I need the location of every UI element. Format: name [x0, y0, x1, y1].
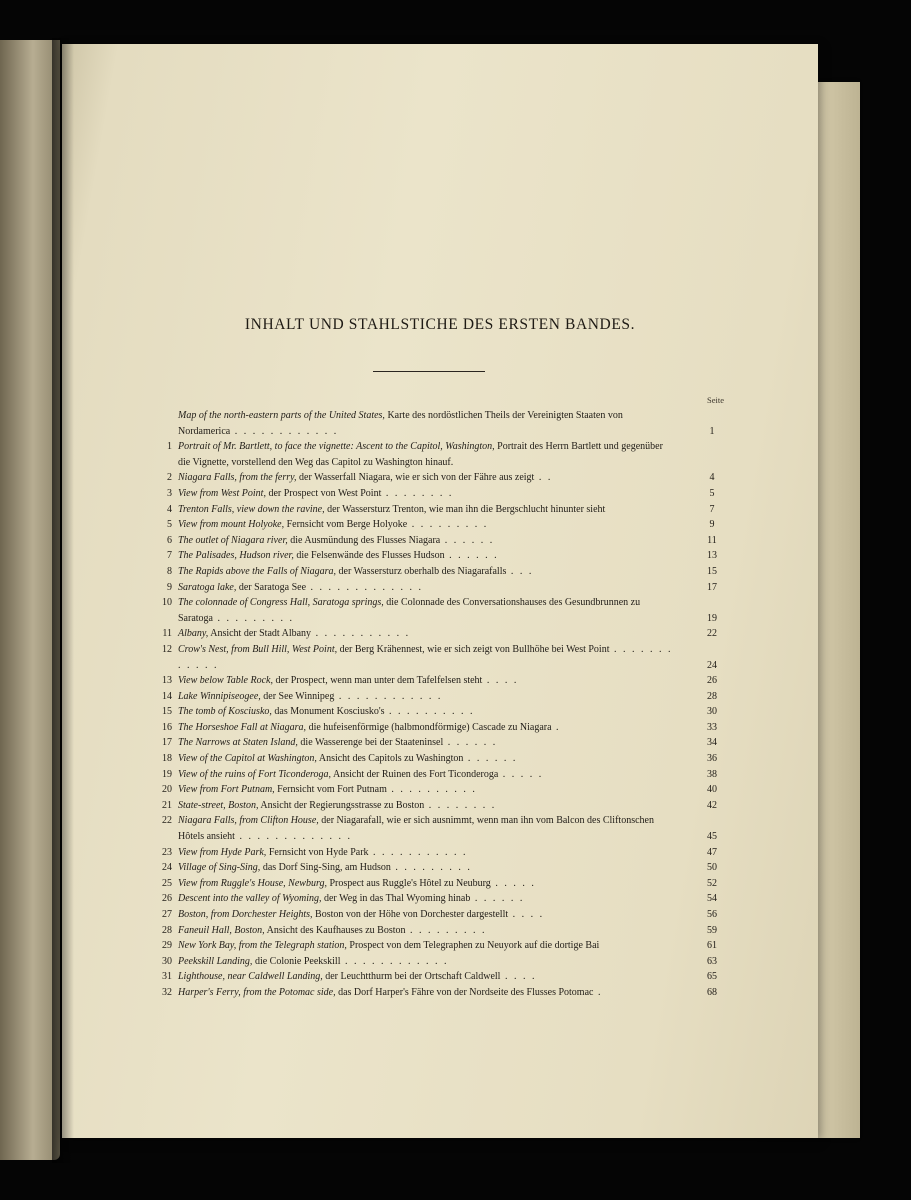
entry-leader-dots: .	[593, 986, 603, 998]
entry-title: The Narrows at Staten Island,	[178, 737, 298, 749]
toc-entry	[152, 439, 714, 470]
entry-number: 17	[162, 737, 172, 749]
entry-leader-dots: . . . . . . . . . . . .	[334, 690, 443, 702]
entry-description: der Wassersturz Trenton, wie man ihn die Bergschlucht hinunter sieht	[324, 503, 606, 515]
toc-entry	[152, 642, 717, 673]
toc-entry	[152, 907, 717, 923]
toc-entry	[152, 486, 714, 502]
entry-text	[178, 845, 714, 861]
entry-page-number: 1	[709, 425, 715, 437]
entry-page-number: 52	[707, 877, 717, 889]
entry-description: Fernsicht vom Fort Putnam	[274, 784, 387, 796]
entry-text	[178, 767, 714, 783]
toc-rows	[152, 394, 717, 1001]
entry-title: Niagara Falls, from Clifton House,	[178, 815, 319, 827]
entry-text	[178, 486, 714, 502]
entry-text	[178, 735, 714, 751]
entry-text	[178, 470, 714, 486]
entry-title: Village of Sing-Sing,	[178, 862, 261, 874]
entry-title: Albany,	[178, 628, 209, 640]
entry-text	[178, 751, 714, 767]
entry-leader-dots: .	[551, 721, 561, 733]
toc-entry	[152, 813, 717, 844]
entry-description: Fernsicht von Hyde Park	[266, 846, 369, 858]
entry-text	[178, 891, 714, 907]
entry-text	[178, 517, 714, 533]
toc-entry	[152, 673, 717, 689]
entry-text	[178, 907, 714, 923]
entry-description: der Wasserfall Niagara, wie er sich von der Fähre aus zeigt	[296, 472, 535, 484]
entry-page-number: 50	[707, 862, 717, 874]
entry-number: 8	[167, 565, 172, 577]
entry-leader-dots: . .	[534, 472, 553, 484]
entry-description: Ansicht der Stadt Albany	[208, 628, 312, 640]
entry-text	[178, 704, 714, 720]
entry-text	[178, 782, 714, 798]
toc-entry	[152, 626, 717, 642]
entry-description: der Weg in das Thal Wyoming hinab	[321, 893, 471, 905]
toc-entry	[152, 595, 717, 626]
entry-description: Portrait des Herrn Bartlett und gegenüber die Vignette, vorstellend den Weg das Capitol zu Washington hinauf.	[178, 441, 663, 468]
entry-description: die Colonnade des Conversationshauses des Gesundbrunnen zu Saratoga	[178, 597, 641, 624]
entry-title: View of the ruins of Fort Ticonderoga,	[178, 768, 332, 780]
toc-entry	[152, 891, 717, 907]
entry-page-number: 47	[707, 846, 717, 858]
entry-number: 10	[162, 597, 172, 609]
entry-description: der Niagarafall, wie er sich ausnimmt, wenn man ihn vom Balcon des Cliftonschen Hôtels ansieht	[178, 815, 654, 843]
entry-page-number: 13	[707, 550, 717, 562]
entry-title: Faneuil Hall, Boston,	[178, 924, 265, 936]
entry-title: Crow's Nest, from Bull Hill, West Point,	[178, 643, 338, 655]
entry-leader-dots: . . . . . . . . . . . . .	[234, 831, 352, 843]
entry-leader-dots: . . . . . . . .	[381, 487, 454, 499]
entry-page-number: 38	[707, 768, 717, 780]
entry-page-number: 26	[707, 675, 717, 687]
entry-title: Peekskill Landing,	[178, 955, 253, 967]
toc-entry	[152, 470, 714, 486]
entry-description: das Dorf Sing-Sing, am Hudson	[260, 862, 391, 874]
toc-entry	[152, 954, 717, 970]
entry-title: View from Ruggle's House, Newburg,	[178, 877, 327, 889]
entry-description: Prospect von dem Telegraphen zu Neuyork auf die dortige Bai	[346, 940, 600, 952]
toc-entry	[152, 767, 717, 783]
entry-text	[178, 923, 714, 939]
entry-page-number: 34	[707, 737, 717, 749]
entry-number: 2	[167, 472, 172, 484]
entry-leader-dots: . . . . . . . . .	[407, 519, 489, 531]
entry-text	[178, 626, 714, 642]
toc-entry	[152, 969, 717, 985]
entry-number: 22	[162, 815, 172, 827]
spine-shadow	[52, 38, 74, 1163]
entry-description: das Dorf Harper's Fähre von der Nordseite des Flusses Potomac	[335, 986, 594, 998]
toc-entry	[152, 533, 717, 549]
entry-number: 31	[162, 971, 172, 983]
entry-number: 20	[162, 784, 172, 796]
entry-leader-dots: . . . . .	[490, 877, 536, 889]
entry-description: Boston von der Höhe von Dorchester dargestellt	[312, 909, 509, 920]
entry-leader-dots: . . . . . . . . . . . .	[230, 425, 339, 437]
entry-description: Prospect aus Ruggle's Hôtel zu Neuburg	[326, 877, 491, 889]
entry-leader-dots: . . . . . . . .	[424, 799, 497, 811]
entry-number: 32	[162, 986, 172, 998]
entry-description: der Prospect, wenn man unter dem Tafelfelsen steht	[273, 675, 483, 687]
entry-title: Harper's Ferry, from the Potomac side,	[178, 986, 336, 998]
entry-leader-dots: . . . .	[482, 675, 519, 687]
entry-description: die Ausmündung des Flusses Niagara	[287, 534, 441, 546]
entry-page-number: 11	[707, 534, 717, 546]
toc-entry	[152, 798, 717, 814]
toc-entry	[152, 751, 717, 767]
entry-description: der Prospect von West Point	[265, 487, 382, 499]
entry-page-number: 17	[707, 581, 717, 593]
entry-description: der See Winnipeg	[260, 690, 335, 702]
entry-page-number: 22	[707, 628, 717, 640]
entry-page-number: 68	[707, 986, 717, 998]
table-of-contents	[152, 394, 724, 1001]
entry-page-number: 33	[707, 721, 717, 733]
toc-entry	[152, 923, 717, 939]
entry-leader-dots: . . . . . . . . . .	[386, 784, 477, 796]
entry-text	[178, 876, 714, 892]
entry-title: Portrait of Mr. Bartlett, to face the vignette: Ascent to the Capitol, Washington,	[178, 441, 495, 453]
toc-entry	[152, 689, 717, 705]
entry-text	[178, 502, 714, 518]
entry-title: The outlet of Niagara river,	[178, 534, 288, 546]
toc-entry	[152, 564, 717, 580]
entry-title: Map of the north-eastern parts of the United States,	[178, 410, 385, 421]
entry-number: 18	[162, 753, 172, 765]
toc-entry	[152, 720, 717, 736]
entry-leader-dots: . . . . .	[498, 768, 544, 780]
entry-leader-dots: . . . . . . . . .	[390, 862, 472, 874]
entry-text	[178, 548, 714, 564]
entry-number: 12	[162, 643, 172, 655]
entry-title: The tomb of Kosciusko,	[178, 706, 272, 718]
document-page	[62, 44, 818, 1138]
entry-page-number: 65	[707, 971, 717, 983]
entry-description: der Leuchtthurm bei der Ortschaft Caldwell	[322, 971, 501, 983]
entry-leader-dots: . . . . . . . . . .	[384, 706, 475, 718]
entry-title: New York Bay, from the Telegraph station,	[178, 940, 347, 952]
entry-text	[178, 580, 714, 596]
entry-title: View from West Point,	[178, 487, 266, 499]
entry-text	[178, 860, 714, 876]
entry-page-number: 63	[707, 955, 717, 967]
toc-entry	[152, 782, 717, 798]
entry-leader-dots: . . . .	[500, 971, 537, 983]
entry-leader-dots: . . . . . . . . .	[405, 924, 487, 936]
entry-description: das Monument Kosciusko's	[271, 706, 385, 718]
entry-number: 14	[162, 690, 172, 702]
entry-title: Trenton Falls, view down the ravine,	[178, 503, 325, 515]
entry-text	[178, 938, 714, 954]
entry-page-number: 36	[707, 753, 717, 765]
toc-entry	[152, 985, 717, 1001]
entry-leader-dots: . . . . . . . . . . . .	[340, 955, 449, 967]
entry-title: The colonnade of Congress Hall, Saratoga springs,	[178, 597, 384, 609]
entry-page-number: 19	[707, 612, 717, 624]
entry-page-number: 4	[709, 472, 715, 484]
entry-page-number: 61	[707, 940, 717, 952]
entry-text	[178, 720, 714, 736]
entry-number: 21	[162, 799, 172, 811]
toc-entry	[152, 517, 714, 533]
entry-page-number: 54	[707, 893, 717, 905]
entry-description: Karte des nordöstlichen Theils der Vereinigten Staaten von Nordamerica	[178, 410, 623, 437]
entry-description: Ansicht des Capitols zu Washington	[316, 753, 464, 765]
entry-number: 6	[167, 534, 172, 546]
entry-leader-dots: . . . . . .	[463, 753, 518, 765]
entry-number: 15	[162, 706, 172, 718]
entry-description: Ansicht der Regierungsstrasse zu Boston	[258, 799, 425, 811]
toc-entry	[152, 548, 717, 564]
entry-description: Ansicht der Ruinen des Fort Ticonderoga	[331, 768, 499, 780]
toc-entry	[152, 502, 714, 518]
entry-text	[178, 689, 714, 705]
entry-page-number: 42	[707, 799, 717, 811]
entry-text	[178, 439, 714, 470]
entry-page-number: 59	[707, 924, 717, 936]
entry-text	[178, 564, 714, 580]
toc-entry	[152, 735, 717, 751]
entry-page-number: 40	[707, 784, 717, 796]
entry-number: 19	[162, 768, 172, 780]
entry-title: Lighthouse, near Caldwell Landing,	[178, 971, 323, 983]
entry-page-number: 45	[707, 831, 717, 843]
entry-number: 16	[162, 721, 172, 733]
toc-entry	[152, 860, 717, 876]
entry-leader-dots: . . . . . . . . . . . . .	[306, 581, 424, 593]
entry-number: 24	[162, 862, 172, 874]
entry-number: 28	[162, 924, 172, 936]
entry-number: 11	[162, 628, 172, 640]
entry-title: Lake Winnipiseogee,	[178, 690, 261, 702]
entry-text	[178, 408, 714, 439]
entry-text	[178, 969, 714, 985]
entry-text	[178, 642, 714, 673]
entry-title: View below Table Rock,	[178, 675, 273, 687]
entry-text	[178, 985, 714, 1001]
entry-title: View from mount Holyoke,	[178, 519, 285, 531]
entry-page-number: 30	[707, 706, 717, 718]
entry-title: View of the Capitol at Washington,	[178, 753, 317, 765]
entry-leader-dots: . . . .	[508, 909, 545, 920]
entry-leader-dots: . . . . . . . . . . .	[368, 846, 468, 858]
entry-page-number: 24	[707, 659, 717, 671]
entry-description: der Berg Krähennest, wie er sich zeigt von Bullhöhe bei West Point	[337, 643, 610, 655]
entry-title: The Rapids above the Falls of Niagara,	[178, 565, 337, 577]
entry-text	[178, 595, 714, 626]
entry-description: die Colonie Peekskill	[252, 955, 341, 967]
entry-leader-dots: . . . . . . . . . . . .	[178, 643, 673, 671]
toc-entry	[152, 408, 714, 439]
entry-page-number: 28	[707, 690, 717, 702]
entry-description: die Felsenwände des Flusses Hudson	[293, 550, 445, 562]
toc-entry	[152, 704, 717, 720]
entry-number: 13	[162, 675, 172, 687]
entry-description: der Saratoga See	[236, 581, 307, 593]
entry-number: 29	[162, 940, 172, 952]
entry-number: 23	[162, 846, 172, 858]
entry-leader-dots: . . . . . .	[440, 534, 495, 546]
entry-title: View from Hyde Park,	[178, 846, 267, 858]
entry-number: 1	[167, 441, 172, 453]
entry-title: Boston, from Dorchester Heights,	[178, 909, 313, 920]
entry-leader-dots: . . . . . .	[443, 737, 498, 749]
entry-number: 4	[167, 503, 172, 515]
title-rule	[373, 371, 485, 372]
entry-leader-dots: . . . . . . . . . . .	[311, 628, 411, 640]
entry-leader-dots: . . . . . .	[444, 550, 499, 562]
entry-number: 3	[167, 487, 172, 499]
toc-entry	[152, 580, 717, 596]
entry-description: die hufeisenförmige (halbmondförmige) Cascade zu Niagara	[306, 721, 552, 733]
entry-text	[178, 954, 714, 970]
entry-number: 26	[162, 893, 172, 905]
entry-text	[178, 673, 714, 689]
entry-number: 5	[167, 519, 172, 531]
entry-number: 30	[162, 955, 172, 967]
entry-number: 7	[167, 550, 172, 562]
entry-title: Niagara Falls, from the ferry,	[178, 472, 297, 484]
seite-label: Seite	[707, 395, 724, 405]
entry-text	[178, 533, 714, 549]
entry-number: 27	[162, 909, 172, 920]
left-page-edge	[0, 40, 60, 1160]
toc-entry	[152, 938, 717, 954]
entry-title: The Palisades, Hudson river,	[178, 550, 294, 562]
entry-leader-dots: . . . . . . . . .	[213, 612, 294, 624]
entry-leader-dots: . . . . . .	[470, 893, 525, 905]
entry-title: The Horseshoe Fall at Niagara,	[178, 721, 307, 733]
entry-leader-dots: . . .	[506, 565, 534, 577]
page-title: INHALT UND STAHLSTICHE DES ERSTEN BANDES.	[244, 316, 636, 333]
entry-page-number: 9	[709, 519, 715, 531]
entry-page-number: 56	[707, 909, 717, 920]
entry-text	[178, 813, 714, 844]
entry-page-number: 7	[709, 503, 715, 515]
entry-description: Fernsicht vom Berge Holyoke	[284, 519, 408, 531]
entry-title: Descent into the valley of Wyoming,	[178, 893, 322, 905]
entry-page-number: 5	[709, 487, 715, 499]
entry-number: 9	[167, 581, 172, 593]
entry-text	[178, 798, 714, 814]
entry-description: Ansicht des Kaufhauses zu Boston	[264, 924, 406, 936]
entry-page-number: 15	[707, 565, 717, 577]
toc-entry	[152, 845, 717, 861]
entry-title: View from Fort Putnam,	[178, 784, 275, 796]
toc-entry	[152, 876, 717, 892]
entry-title: Saratoga lake,	[178, 581, 237, 593]
entry-title: State-street, Boston,	[178, 799, 259, 811]
entry-description: der Wassersturz oberhalb des Niagarafalls	[336, 565, 507, 577]
entry-number: 25	[162, 877, 172, 889]
entry-description: die Wasserenge bei der Staateninsel	[297, 737, 444, 749]
